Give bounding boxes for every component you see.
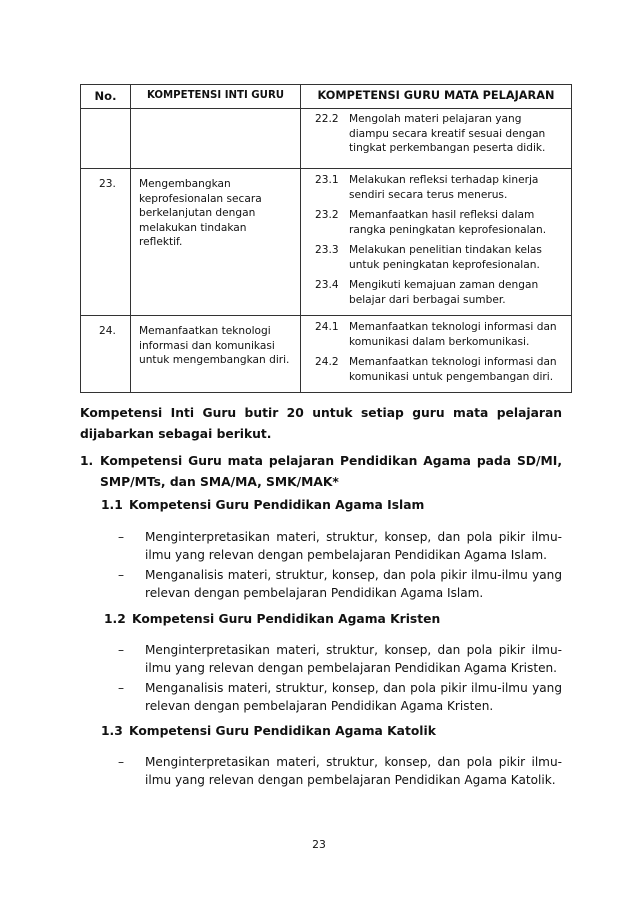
subsection-title: Kompetensi Guru Pendidikan Agama Katolik <box>129 724 436 738</box>
header-no: No. <box>81 85 131 109</box>
page-number: 23 <box>312 838 326 851</box>
subitem-text: Melakukan penelitian tindakan kelas untuk peningkatan keprofesionalan. <box>349 244 542 271</box>
list-item <box>118 753 562 789</box>
subsection-title: Kompetensi Guru Pendidikan Agama Kristen <box>132 612 441 626</box>
list-item-text: Menginterpretasikan materi, struktur, konsep, dan pola pikir ilmu-ilmu yang relevan dengan pembelajaran Pendidikan Agama Kristen. <box>145 643 562 675</box>
subsection-number: 1.1 <box>101 498 123 512</box>
list-item <box>118 679 562 715</box>
list-item-text: Menganalisis materi, struktur, konsep, dan pola pikir ilmu-ilmu yang relevan dengan pembelajaran Pendidikan Agama Islam. <box>145 568 562 600</box>
row-number: 23. <box>81 169 131 316</box>
subitem-text: Mengikuti kemajuan zaman dengan belajar dari berbagai sumber. <box>349 279 539 306</box>
bullet-list-1-3 <box>118 753 562 791</box>
bullet-list-1-2 <box>118 641 562 717</box>
table-row <box>81 109 572 169</box>
list-item <box>118 641 562 677</box>
row-number: 24. <box>81 316 131 393</box>
core-competency-text: Memanfaatkan teknologi informasi dan komunikasi untuk mengembangkan diri. <box>131 316 301 393</box>
subsection-title: Kompetensi Guru Pendidikan Agama Islam <box>129 498 425 512</box>
subitem <box>309 243 563 272</box>
subitem-number: 22.2 <box>315 113 339 125</box>
subitem-number: 23.1 <box>315 174 339 186</box>
list-item-text: Menginterpretasikan materi, struktur, konsep, dan pola pikir ilmu-ilmu yang relevan dengan pembelajaran Pendidikan Agama Katolik. <box>145 755 562 787</box>
competency-table <box>80 84 572 393</box>
list-item-text: Menginterpretasikan materi, struktur, konsep, dan pola pikir ilmu-ilmu yang relevan dengan pembelajaran Pendidikan Agama Islam. <box>145 530 562 562</box>
subitem-number: 23.3 <box>315 244 339 256</box>
dash-bullet: – <box>118 643 125 657</box>
list-item-text: Menganalisis materi, struktur, konsep, dan pola pikir ilmu-ilmu yang relevan dengan pembelajaran Pendidikan Agama Kristen. <box>145 681 562 713</box>
dash-bullet: – <box>118 681 125 695</box>
subitem <box>309 112 563 156</box>
subsection-heading-1-3 <box>101 722 436 740</box>
list-item <box>118 528 562 564</box>
dash-bullet: – <box>118 755 125 769</box>
subitem-number: 24.1 <box>315 321 339 333</box>
section-1-heading <box>80 451 562 493</box>
core-competency-text: Mengembangkan keprofesionalan secara berkelanjutan dengan melakukan tindakan reflektif. <box>131 169 301 316</box>
section-number: 1. <box>80 454 94 468</box>
subitem-text: Memanfaatkan teknologi informasi dan komunikasi dalam berkomunikasi. <box>349 321 557 348</box>
table-row <box>81 169 572 316</box>
subitem-number: 23.2 <box>315 209 339 221</box>
subitem-number: 24.2 <box>315 356 339 368</box>
dash-bullet: – <box>118 568 125 582</box>
header-core-competency: KOMPETENSI INTI GURU <box>131 85 301 109</box>
subitem <box>309 208 563 237</box>
subitem <box>309 278 563 307</box>
subitem <box>309 355 563 384</box>
list-item <box>118 566 562 602</box>
subitem-number: 23.4 <box>315 279 339 291</box>
table-header-row <box>81 85 572 109</box>
section-title: Kompetensi Guru mata pelajaran Pendidikan Agama pada SD/MI, SMP/MTs, dan SMA/MA, SMK/MAK* <box>100 454 562 489</box>
subsection-heading-1-1 <box>101 496 424 514</box>
dash-bullet: – <box>118 530 125 544</box>
subitem <box>309 320 563 349</box>
subitem <box>309 173 563 202</box>
intro-paragraph: Kompetensi Inti Guru butir 20 untuk setiap guru mata pelajaran dijabarkan sebagai berikut. <box>80 406 562 441</box>
subsection-number: 1.3 <box>101 724 123 738</box>
table-row <box>81 316 572 393</box>
header-subject-competency: KOMPETENSI GURU MATA PELAJARAN <box>301 85 572 109</box>
subitem-text: Memanfaatkan teknologi informasi dan komunikasi untuk pengembangan diri. <box>349 356 557 383</box>
subitem-text: Melakukan refleksi terhadap kinerja sendiri secara terus menerus. <box>349 174 539 201</box>
subitem-text: Memanfaatkan hasil refleksi dalam rangka peningkatan keprofesionalan. <box>349 209 547 236</box>
subsection-heading-1-2 <box>104 610 440 628</box>
subitem-text: Mengolah materi pelajaran yang diampu secara kreatif sesuai dengan tingkat perkembangan peserta didik. <box>349 113 546 154</box>
subsection-number: 1.2 <box>104 612 126 626</box>
bullet-list-1-1 <box>118 528 562 604</box>
